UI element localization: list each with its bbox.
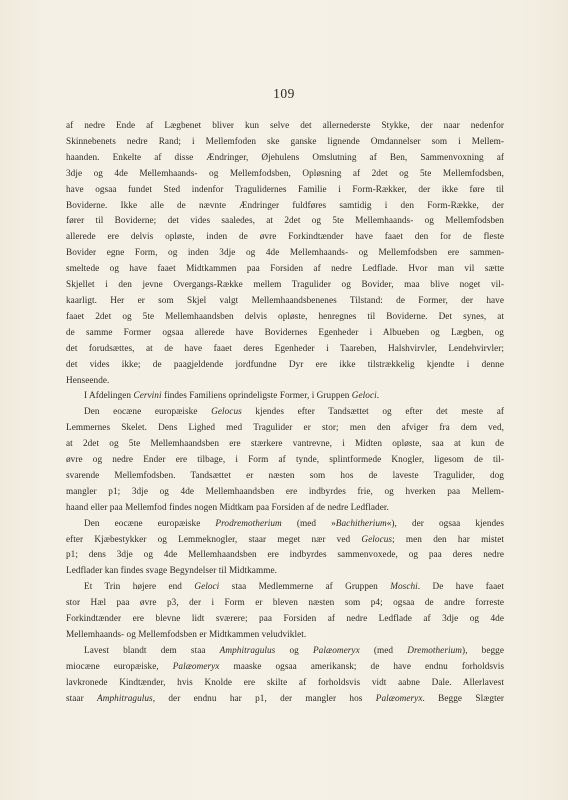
text-line: det forudsættes, at de have faaet deres Egenheder i Taareben, Halshvirvler, Lendehvirvler; <box>66 343 504 354</box>
text-line: svarende Mellemfodsben. Tandsættet er næsten som hos de laveste Tragulider, dog <box>66 470 504 481</box>
text-line: allerede ere delvis opløste, inden de øvre Forkindtænder have faaet den for de fleste <box>66 232 504 243</box>
text-line: staar Amphitragulus, der endnu har p1, der mangler hos Palæomeryx. Begge Slægter <box>66 693 505 704</box>
text-line: Bovider egne Form, og inden 3dje og 4de Mellemhaands- og Mellemfodsben ere sammen- <box>66 248 504 259</box>
text-line: miocæne europæiske, Palæomeryx maaske ogsaa amerikansk; de have endnu forholdsvis <box>66 661 504 672</box>
text-line: Ledflader kan findes svage Begyndelser til Midtkamme. <box>66 566 277 577</box>
text-line: Den eocæne europæiske Gelocus kjendes efter Tandsættet og efter det meste af <box>84 407 504 418</box>
text-line: Et Trin højere end Geloci staa Medlemmerne af Gruppen Moschi. De have faaet <box>84 582 504 593</box>
text-line: Skinnebenets nedre Rand; i Mellemfoden ske ganske lignende Omdannelser som i Mellem- <box>66 136 504 147</box>
text-line: stor Hæl paa øvre p3, der i Form er bleven næsten som p4; ogsaa de andre forreste <box>66 598 504 609</box>
text-line: at 2det og 5te Mellemhaandsben ere stærkere vantrevne, i Midten opløste, saa at kun de <box>66 439 504 450</box>
text-line: Henseende. <box>66 375 110 386</box>
text-line: af nedre Ende af Lægbenet bliver kun selve det allernederste Stykke, der naar nedenfor <box>66 121 504 131</box>
text-line: haanden. Enkelte af disse Ændringer, Øjehulens Omslutning af Ben, Sammenvoxning af <box>66 152 504 163</box>
text-line: have ogsaa fundet Sted indenfor Tragulidernes Familie i Form-Rækker, der ikke føre til <box>66 184 504 195</box>
text-line: Lavest blandt dem staa Amphitragulus og Palæomeryx (med Dremotherium), begge <box>84 645 504 656</box>
text-line: Forkindtænder ere blevne lidt sværere; paa Forsiden af nedre Ledflade af 3dje og 4de <box>66 614 504 625</box>
text-line: det vides ikke; de paagjeldende jordfundne Dyr ere ikke tilstrækkelig kjendte i denne <box>66 359 504 370</box>
text-line: Boviderne. Ikke alle de nævnte Ændringer fuldføres samtidig i den Form-Række, der <box>66 200 504 211</box>
body-text <box>66 119 504 708</box>
text-line: p1; dens 3dje og 4de Mellemhaandsben ere indbyrdes sammenvoxede, og paa deres nedre <box>66 550 504 561</box>
page-number: 109 <box>273 86 295 101</box>
text-line: Den eocæne europæiske Prodremotherium (med »Bachitherium«), der ogsaa kjendes <box>84 518 504 529</box>
text-line: kaarligt. Her er som Skjel valgt Mellemhaandsbenenes Tilstand: de Former, der have <box>66 295 504 306</box>
text-line: efter Kjæbestykker og Lemmeknogler, staar meget nær ved Gelocus; men den har mistet <box>66 534 504 545</box>
text-line: 3dje og 4de Mellemhaands- og Mellemfodsben, Opløsning af 2det og 5te Mellemfodsben, <box>66 168 504 179</box>
text-line: smeltede og have faaet Midtkammen paa Forsiden af nedre Ledflade. Hvor man vil sætte <box>66 264 504 275</box>
text-line: de samme Former ogsaa allerede have Bovidernes Egenheder i Albueben og Lægben, og <box>66 327 504 338</box>
text-line: Lemmernes Skelet. Dens Lighed med Tragulider er stor; men den afviger fra dem ved, <box>66 423 504 434</box>
text-line: Mellemhaands- og Mellemfodsben er Midtkammen veludviklet. <box>66 630 307 640</box>
text-line: Skjellet i den jevne Overgangs-Række mellem Tragulider og Bovider, maa blive noget vil- <box>66 280 504 291</box>
text-line: øvre og nedre Ender ere tilbage, i Form af tynde, splintformede Knogler, ligesom de til- <box>66 455 504 466</box>
text-line: mangler p1; 3dje og 4de Mellemhaandsben ere indbyrdes frie, og hverken paa Mellem- <box>66 486 504 497</box>
text-line: haand eller paa Mellemfod findes nogen Midtkam paa Forsiden af de nedre Ledflader. <box>66 502 389 513</box>
text-line: I Afdelingen Cervini findes Familiens oprindeligste Former, i Gruppen Geloci. <box>84 391 380 402</box>
text-line: faaet 2det og 5te Mellemhaandsben delvis opløste, henregnes til Boviderne. Det synes, at <box>66 311 504 322</box>
text-line: fører til Boviderne; det vides saaledes, at 2det og 5te Mellemhaands- og Mellemfodsben <box>66 216 504 227</box>
text-line: lavkronede Kindtænder, hvis Knolde ere skilte af forholdsvis vidt aabne Dale. Allerlavest <box>66 677 504 688</box>
